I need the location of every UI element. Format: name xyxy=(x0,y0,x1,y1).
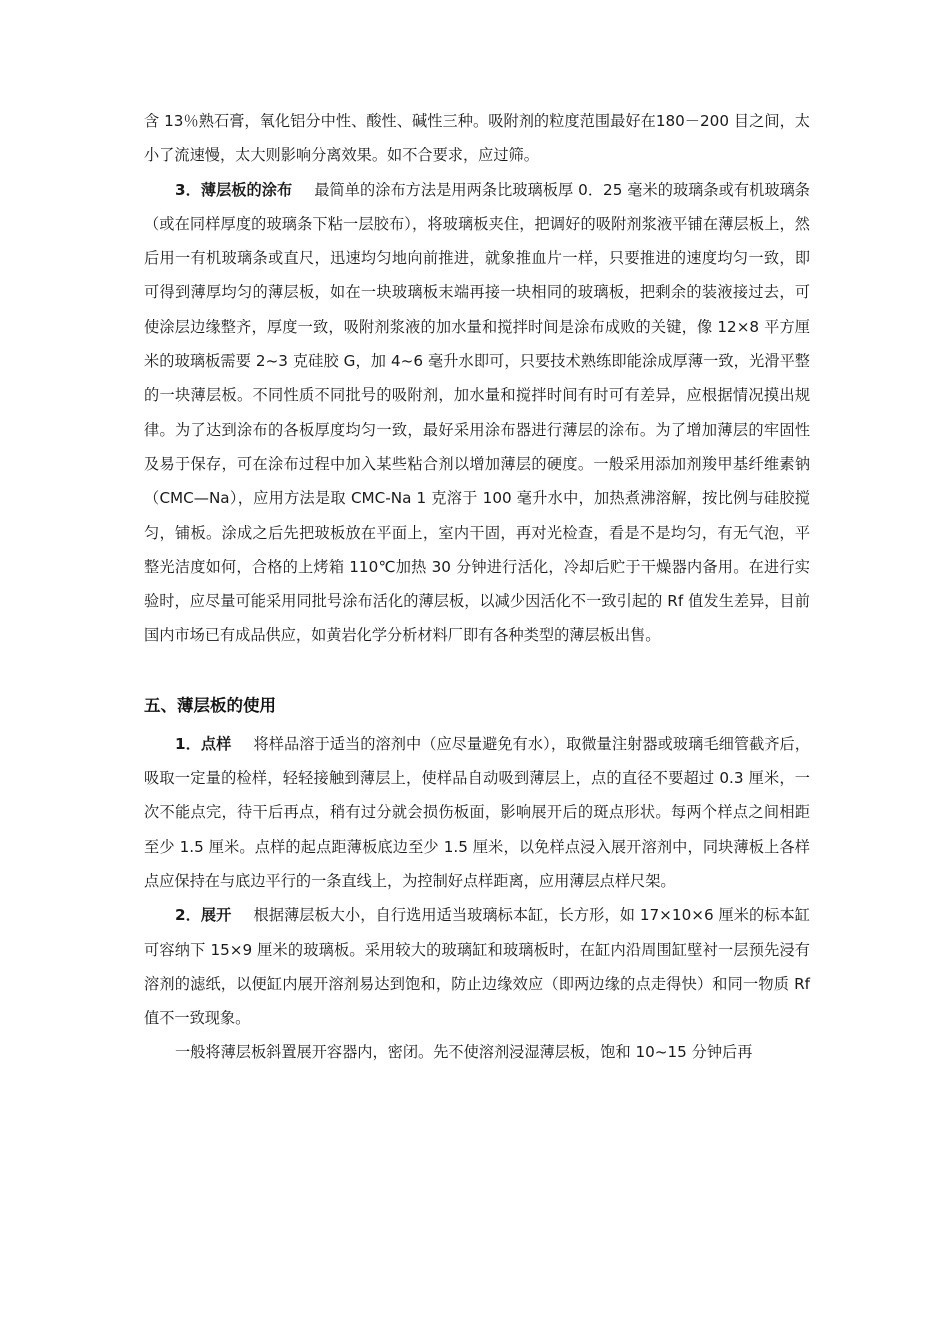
item-3-text: 最简单的涂布方法是用两条比玻璃板厚 0．25 毫米的玻璃条或有机玻璃条（或在同样厚度的玻璃条下粘一层胶布），将玻璃板夹住，把调好的吸附剂浆液平铺在薄层板上，然后用一有机玻璃条或直尺，迅速均匀地向前推进，就象推血片一样，只要推进的速度均匀一致，即可得到薄厚均匀的薄层板，如在一块玻璃板末端再接一块相同的玻璃板，把剩余的装液接过去，可使涂层边缘整齐，厚度一致，吸附剂浆液的加水量和搅拌时间是涂布成败的关键，像 12×8 平方厘米的玻璃板需要 2~3 克硅胶 G，加 4~6 毫升水即可，只要技术熟练即能涂成厚薄一致，光滑平整的一块薄层板。不同性质不同批号的吸附剂，加水量和搅拌时间有时可有差异，应根据情况摸出规律。为了达到涂布的各板厚度均匀一致，最好采用涂布器进行薄层的涂布。为了增加薄层的牢固性及易于保存，可在涂布过程中加入某些粘合剂以增加薄层的硬度。一般采用添加剂羧甲基纤维素钠（CMC—Na），应用方法是取 CMC-Na 1 克溶于 100 毫升水中，加热煮沸溶解，按比例与硅胶搅匀，铺板。涂成之后先把玻板放在平面上，室内干固，再对光检查，看是不是均匀，有无气泡，平整光洁度如何，合格的上烤箱 110℃加热 30 分钟进行活化，冷却后贮于干燥器内备用。在进行实验时，应尽量可能采用同批号涂布活化的薄层板，以减少因活化不一致引起的 Rf 值发生差异，目前国内市场已有成品供应，如黄岩化学分析材料厂即有各种类型的薄层板出售。 xyxy=(144,180,810,645)
paragraph-continuation: 一般将薄层板斜置展开容器内，密闭。先不使溶剂浸湿薄层板，饱和 10~15 分钟后再 xyxy=(175,1043,753,1062)
paragraph-spotting xyxy=(144,727,810,898)
item-1-text: 将样品溶于适当的溶剂中（应尽量避免有水），取微量注射器或玻璃毛细管截齐后，吸取一定量的检样，轻轻接触到薄层上，使样品自动吸到薄层上，点的直径不要超过 0.3 厘米，一次不能点完，待干后再点，稍有过分就会损伤板面，影响展开后的斑点形状。每两个样点之间相距至少 1.5 厘米。点样的起点距薄板底边至少 1.5 厘米，以免样点浸入展开溶剂中，同块薄板上各样点应保持在与底边平行的一条直线上，为控制好点样距离，应用薄层点样尺架。 xyxy=(144,734,810,890)
item-1-label: 1．点样 xyxy=(175,734,232,753)
document-body xyxy=(144,104,810,1070)
paragraph-plate-coating xyxy=(144,173,810,653)
item-2-label: 2．展开 xyxy=(175,906,232,925)
item-3-label: 3．薄层板的涂布 xyxy=(175,180,293,199)
section-5-heading: 五、薄层板的使用 xyxy=(144,695,276,715)
item-2-text: 根据薄层板大小，自行选用适当玻璃标本缸，长方形，如 17×10×6 厘米的标本缸可容纳下 15×9 厘米的玻璃板。采用较大的玻璃缸和玻璃板时，在缸内沿周围缸壁衬一层预先浸有溶剂的滤纸，以便缸内展开溶剂易达到饱和，防止边缘效应（即两边缘的点走得快）和同一物质 Rf 值不一致现象。 xyxy=(144,906,810,1028)
paragraph-development xyxy=(144,898,810,1035)
paragraph-adsorbent-particle-size: 含 13％熟石膏，氧化铝分中性、酸性、碱性三种。吸附剂的粒度范围最好在180－200 目之间，太小了流速慢，太大则影响分离效果。如不合要求，应过筛。 xyxy=(144,112,810,165)
